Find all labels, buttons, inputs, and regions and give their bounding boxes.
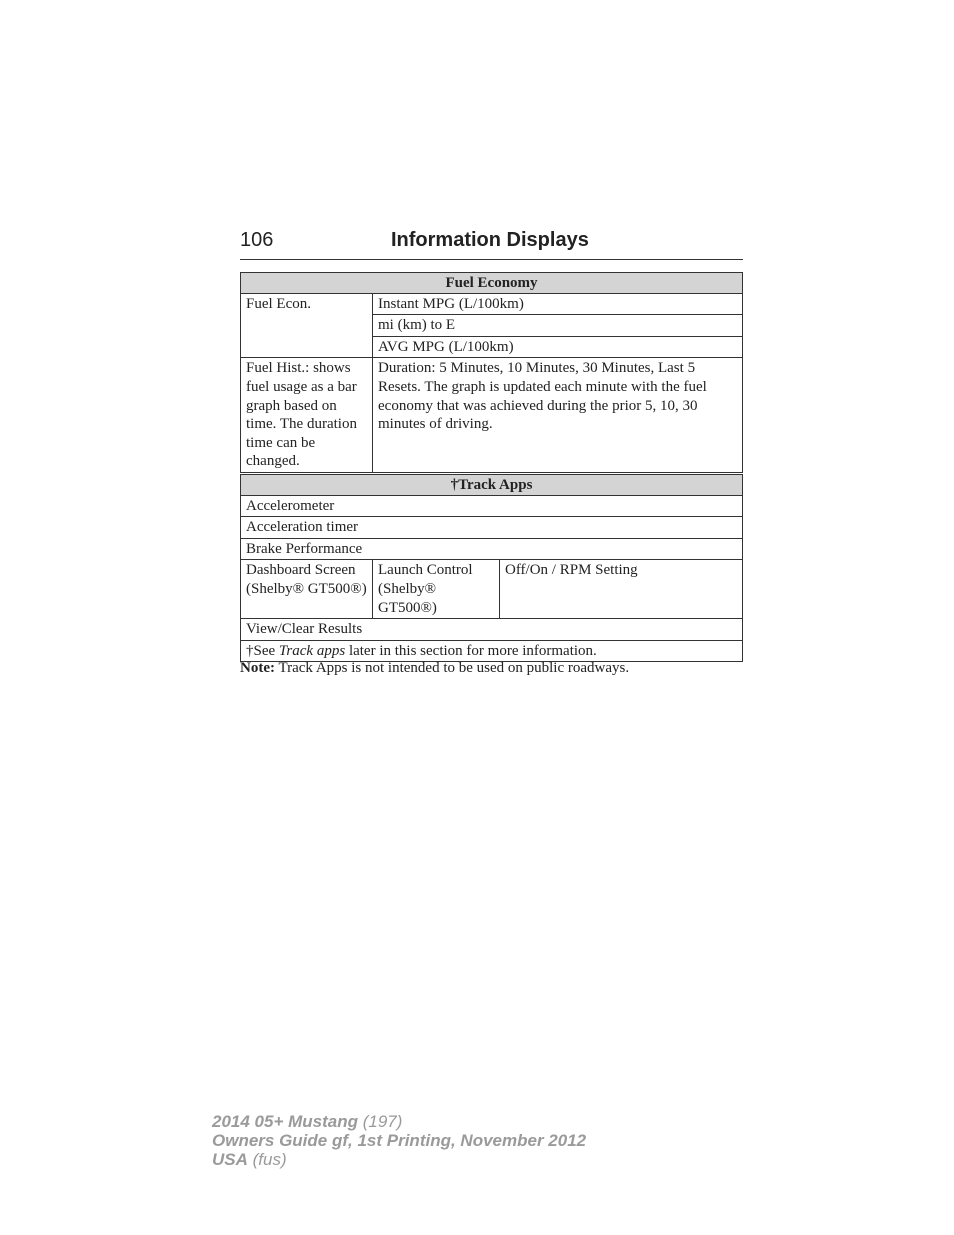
footnote-reference: Track apps [278,642,346,659]
note-label: Note: [240,660,275,676]
table-cell: mi (km) to E [373,315,743,337]
fuel-econ-label: Fuel Econ. [241,293,373,358]
footer-line-2: Owners Guide gf, 1st Printing, November 2012 [212,1131,587,1150]
page-footer [212,1112,586,1169]
table-row: View/Clear Results [241,619,743,641]
table-cell: Instant MPG (L/100km) [373,293,743,315]
fuel-economy-table [240,272,743,473]
fuel-hist-description: Duration: 5 Minutes, 10 Minutes, 30 Minutes, Last 5 Resets. The graph is updated each minute with the fuel economy that was achieved during the prior 5, 10, 30 minutes of driving. [373,358,743,473]
footer-line-3 [212,1150,586,1169]
footer-region: USA [212,1150,248,1169]
launch-control-label: Launch Control (Shelby® GT500®) [373,560,500,619]
footer-region-code: (fus) [247,1150,287,1169]
note [240,659,743,677]
fuel-hist-label: Fuel Hist.: shows fuel usage as a bar graph based on time. The duration time can be changed. [241,358,373,473]
page-header [240,229,743,260]
footer-line-1 [212,1112,586,1131]
table-row: Brake Performance [241,538,743,560]
track-apps-heading: †Track Apps [241,475,743,496]
note-text: Track Apps is not intended to be used on public roadways. [274,660,630,676]
footer-model: 2014 05+ Mustang [212,1112,358,1131]
page-title: Information Displays [391,229,589,251]
table-row: Acceleration timer [241,517,743,539]
track-apps-table [240,474,743,662]
footnote-prefix: †See [246,642,279,659]
footnote-suffix: later in this section for more information. [345,642,597,659]
footer-page-code: (197) [358,1112,403,1131]
table-cell: AVG MPG (L/100km) [373,336,743,358]
page-number: 106 [240,229,274,251]
dashboard-label: Dashboard Screen (Shelby® GT500®) [241,560,373,619]
fuel-economy-heading: Fuel Economy [241,273,743,294]
table-row: Accelerometer [241,495,743,517]
launch-control-setting: Off/On / RPM Setting [500,560,743,619]
